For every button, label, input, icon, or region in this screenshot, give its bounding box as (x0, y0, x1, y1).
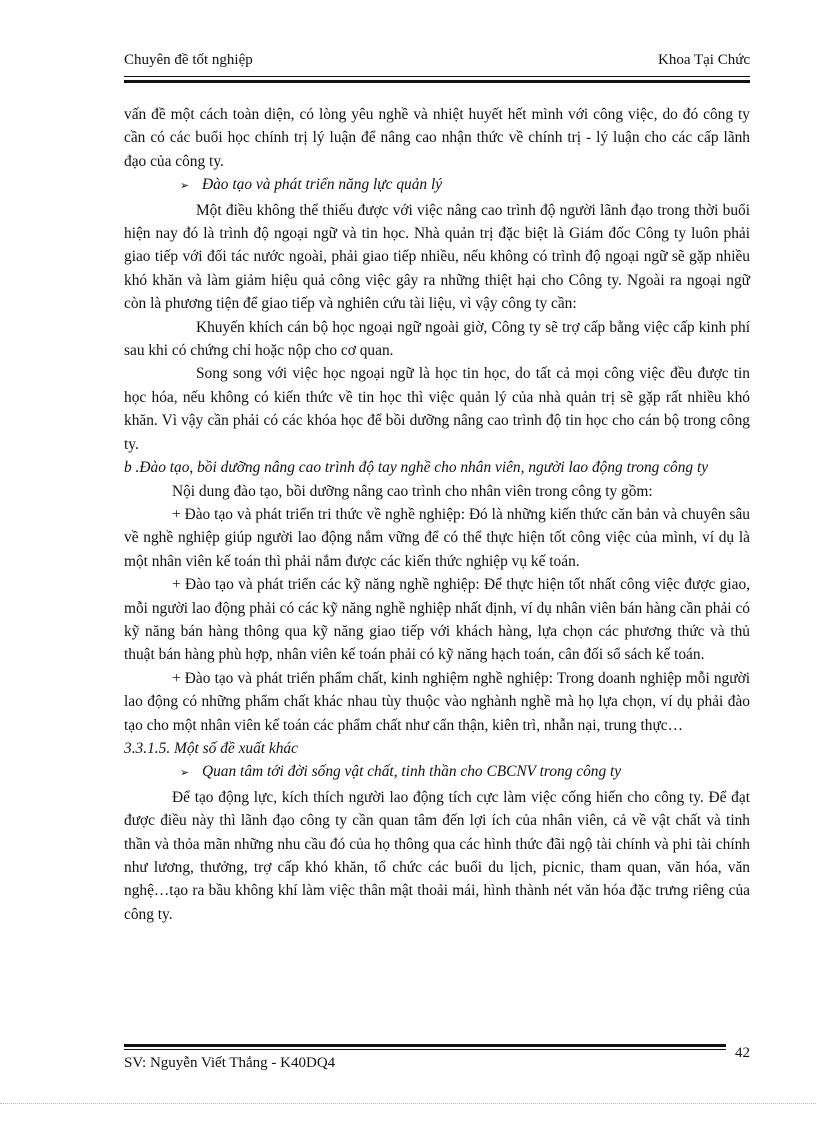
page-header (124, 52, 750, 74)
arrow-bullet-icon: ➢ (180, 180, 190, 193)
paragraph-it-training: Song song với việc học ngoại ngữ là học tin học, do tất cả mọi công việc đều được tin học hóa, nếu không có kiến thức về tin học thì việc quản lý của nhà quản trị sẽ gặp rất nhiều khó khăn. Vì vậy cần phải có các khóa học để bồi dưỡng nâng cao trình độ tin học cho cán bộ trong công ty. (124, 365, 750, 453)
paragraph-motivation: Để tạo động lực, kích thích người lao động tích cực làm việc cống hiến cho công ty. Để đạt được điều này thì lãnh đạo công ty cần quan tâm đến lợi ích của nhân viên, cả về vật chất và tinh thần và thỏa mãn những nhu cầu đó của họ thông qua các hình thức đãi ngộ tài chính và phi tài chính như lương, thưởng, trợ cấp khó khăn, tổ chức các buổi du lịch, picnic, tham quan, văn hóa, văn nghệ…tạo ra bầu không khí làm việc thân mật thoải mái, hình thành nét văn hóa đặc trưng riêng của công ty. (124, 788, 750, 923)
paragraph-continuation: vấn đề một cách toàn diện, có lòng yêu nghề và nhiệt huyết hết mình với công việc, do đó công ty cần có các buổi học chính trị lý luận để nâng cao nhận thức về chính trị - lý luận cho các cấp lãnh đạo của công ty. (124, 106, 750, 170)
paragraph-training-content: Nội dung đào tạo, bồi dưỡng nâng cao trình cho nhân viên trong công ty gồm: (172, 482, 653, 500)
subheading-text: Quan tâm tới đời sống vật chất, tinh thần cho CBCNV trong công ty (202, 763, 622, 781)
footer-author: SV: Nguyễn Viết Thắng - K40DQ4 (124, 1055, 336, 1071)
header-rule-thick (124, 80, 750, 83)
document-body (124, 103, 750, 926)
page-bottom-dotted-line (0, 1103, 816, 1104)
paragraph-knowledge: + Đào tạo và phát triển tri thức về nghề nghiệp: Đó là những kiến thức căn bản và chuyên sâu về nghề nghiệp giúp người lao động nắm vững để có thể thực hiện tốt công việc của mình, ví dụ là một nhân viên kế toán thì phải nắm được các kiến thức nghiệp vụ kế toán. (124, 505, 750, 570)
paragraph-skills: + Đào tạo và phát triển các kỹ năng nghề nghiệp: Để thực hiện tốt nhất công việc được giao, mỗi người lao động phải có các kỹ năng nghề nghiệp nhất định, ví dụ nhân viên bán hàng cần phải có kỹ năng bán hàng thông qua kỹ năng giao tiếp với khách hàng, lựa chọn các phương thức và thủ thuật bán hàng phù hợp, nhân viên kế toán phải có kỹ năng hạch toán, cân đối sổ sách kế toán. (124, 576, 750, 664)
header-left-title: Chuyên đề tốt nghiệp (124, 52, 253, 68)
section-heading-b: b .Đào tạo, bồi dưỡng nâng cao trình độ tay nghề cho nhân viên, người lao động trong công ty (124, 459, 709, 477)
header-rule-thin (124, 76, 750, 77)
paragraph-language-it: Một điều không thể thiếu được với việc nâng cao trình độ người lãnh đạo trong thời buổi hiện nay đó là trình độ ngoại ngữ và tin học. Nhà quản trị đặc biệt là Giám đốc Công ty luôn phải giao tiếp với đối tác nước ngoài, phải giao tiếp nhiều, nếu không có trình độ ngoại ngữ sẽ gặp nhiều khó khăn và làm giảm hiệu quả công việc gây ra những thiệt hại cho Công ty. Ngoài ra ngoại ngữ còn là phương tiện để giao tiếp và nghiên cứu tài liệu, vì vậy công ty cần: (124, 201, 750, 313)
arrow-bullet-icon: ➢ (180, 767, 190, 780)
page-number: 42 (735, 1045, 750, 1061)
paragraph-encourage-language: Khuyến khích cán bộ học ngoại ngữ ngoài giờ, Công ty sẽ trợ cấp bằng việc cấp kinh phí sau khi có chứng chỉ hoặc nộp cho cơ quan. (124, 318, 750, 360)
footer-rule-thin (124, 1049, 726, 1050)
subheading-management-training (124, 173, 750, 198)
footer-rule-thick (124, 1044, 726, 1047)
subheading-text: Đào tạo và phát triển năng lực quản lý (202, 176, 443, 194)
section-heading-3315: 3.3.1.5. Một số đề xuất khác (124, 739, 298, 757)
subheading-employee-care (124, 760, 750, 785)
paragraph-qualities: + Đào tạo và phát triển phẩm chất, kinh nghiệm nghề nghiệp: Trong doanh nghiệp mỗi người lao động có những phẩm chất khác nhau tùy thuộc vào nghành nghề mà họ lựa chọn, ví dụ phải đào tạo cho một nhân viên kế toán các phẩm chất như cẩn thận, kiên trì, nhẫn nại, trung thực… (124, 669, 750, 734)
header-right-title: Khoa Tại Chức (658, 52, 750, 68)
